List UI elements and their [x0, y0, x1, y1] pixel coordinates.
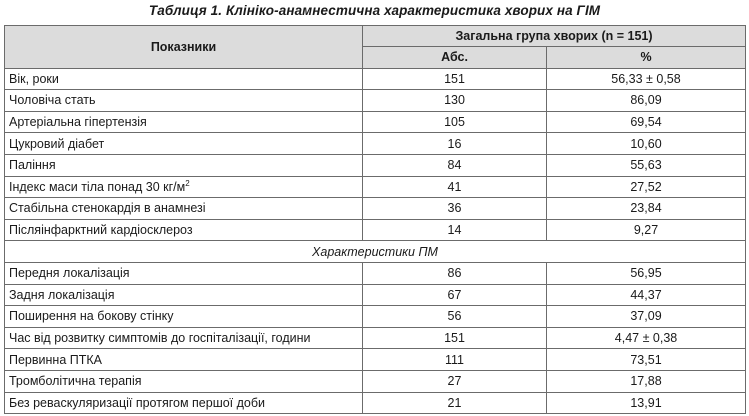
row-abs: 130	[363, 90, 547, 112]
row-label: Артеріальна гіпертензія	[5, 111, 363, 133]
row-label-text: Індекс маси тіла понад 30 кг/м	[9, 179, 186, 194]
table-row	[5, 370, 746, 392]
row-abs: 14	[363, 219, 547, 241]
row-abs: 16	[363, 133, 547, 155]
table-row	[5, 392, 746, 414]
clinical-table	[4, 25, 746, 414]
superscript-exponent: 2	[185, 178, 190, 188]
table-row	[5, 154, 746, 176]
table-row	[5, 90, 746, 112]
table-row	[5, 68, 746, 90]
row-pct: 17,88	[547, 370, 746, 392]
row-pct: 23,84	[547, 198, 746, 220]
header-abs: Абс.	[363, 47, 547, 69]
table-row	[5, 111, 746, 133]
row-label: Без реваскуляризації протягом першої доби	[5, 392, 363, 414]
table-row	[5, 176, 746, 198]
header-pct: %	[547, 47, 746, 69]
row-abs: 84	[363, 154, 547, 176]
row-abs: 151	[363, 68, 547, 90]
header-indicators: Показники	[5, 26, 363, 69]
row-pct: 56,33 ± 0,58	[547, 68, 746, 90]
row-pct: 10,60	[547, 133, 746, 155]
row-label: Стабільна стенокардія в анамнезі	[5, 198, 363, 220]
row-abs: 86	[363, 262, 547, 284]
row-label: Первинна ПТКА	[5, 349, 363, 371]
row-pct: 69,54	[547, 111, 746, 133]
row-label: Поширення на бокову стінку	[5, 306, 363, 328]
row-abs: 21	[363, 392, 547, 414]
row-pct: 73,51	[547, 349, 746, 371]
row-label: Паління	[5, 154, 363, 176]
header-group: Загальна група хворих (n = 151)	[363, 26, 746, 47]
row-label: Післяінфарктний кардіосклероз	[5, 219, 363, 241]
section-row	[5, 241, 746, 263]
row-pct: 56,95	[547, 262, 746, 284]
table-row	[5, 306, 746, 328]
row-pct: 86,09	[547, 90, 746, 112]
section-title: Характеристики ПМ	[5, 241, 746, 263]
row-label: Передня локалізація	[5, 262, 363, 284]
row-pct: 9,27	[547, 219, 746, 241]
row-abs: 41	[363, 176, 547, 198]
table-row	[5, 327, 746, 349]
row-pct: 27,52	[547, 176, 746, 198]
row-abs: 105	[363, 111, 547, 133]
row-pct: 13,91	[547, 392, 746, 414]
row-label: Цукровий діабет	[5, 133, 363, 155]
table-row	[5, 284, 746, 306]
row-abs: 56	[363, 306, 547, 328]
table-caption: Таблиця 1. Клініко-анамнестична характеристика хворих на ГІМ	[148, 3, 601, 18]
row-abs: 36	[363, 198, 547, 220]
table-row	[5, 349, 746, 371]
table-row	[5, 198, 746, 220]
row-pct: 37,09	[547, 306, 746, 328]
row-label: Задня локалізація	[5, 284, 363, 306]
row-label: Чоловіча стать	[5, 90, 363, 112]
row-pct: 4,47 ± 0,38	[547, 327, 746, 349]
row-label: Вік, роки	[5, 68, 363, 90]
table-row	[5, 133, 746, 155]
table-row	[5, 219, 746, 241]
row-abs: 67	[363, 284, 547, 306]
row-abs: 27	[363, 370, 547, 392]
row-label: Час від розвитку симптомів до госпіталізації, години	[5, 327, 363, 349]
row-pct: 44,37	[547, 284, 746, 306]
row-pct: 55,63	[547, 154, 746, 176]
row-label: Тромболітична терапія	[5, 370, 363, 392]
table-row	[5, 262, 746, 284]
row-abs: 151	[363, 327, 547, 349]
row-abs: 111	[363, 349, 547, 371]
row-label	[5, 176, 363, 198]
